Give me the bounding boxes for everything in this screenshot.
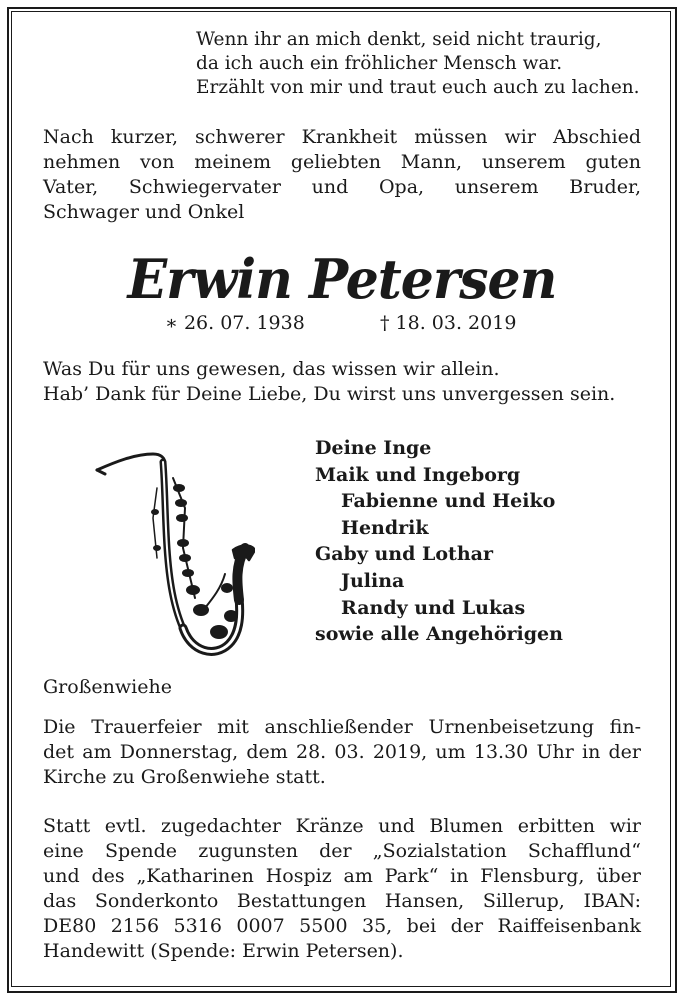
intro-text	[43, 125, 641, 225]
saxophone-icon	[95, 448, 255, 660]
poem-line: Wenn ihr an mich denkt, seid nicht traurig,	[196, 29, 602, 50]
deceased-name: Erwin Petersen	[127, 247, 557, 312]
mourner-list	[315, 435, 563, 648]
verse-line: Hab’ Dank für Deine Liebe, Du wirst uns unvergessen sein.	[43, 383, 616, 405]
mourner-name: sowie alle Angehörigen	[315, 623, 563, 646]
poem	[196, 28, 640, 100]
donation-line: DE80 2156 5316 0007 5500 35, bei der Raiffeisenbank	[43, 915, 641, 937]
ceremony-text	[43, 715, 641, 790]
mourner-name: Maik und Ingeborg	[315, 463, 521, 486]
verse	[43, 357, 615, 407]
ceremony-line: Die Trauerfeier mit anschließender Urnenbeisetzung fin-	[43, 716, 641, 738]
mourner-name: Julina	[341, 569, 405, 592]
intro-line: Vater, Schwiegervater und Opa, unserem Bruder,	[43, 176, 641, 198]
death-date: † 18. 03. 2019	[380, 312, 517, 334]
mourner-name: Deine Inge	[315, 437, 432, 459]
birth-date: ∗ 26. 07. 1938	[165, 312, 305, 334]
verse-line: Was Du für uns gewesen, das wissen wir allein.	[43, 358, 500, 380]
donation-line: Handewitt (Spende: Erwin Petersen).	[43, 940, 404, 962]
place: Großenwiehe	[43, 676, 172, 698]
donation-line: das Sonderkonto Bestattungen Hansen, Sillerup, IBAN:	[43, 890, 641, 912]
intro-line: Schwager und Onkel	[43, 201, 245, 223]
mourner-name: Randy und Lukas	[341, 596, 526, 619]
mourner-name: Gaby und Lothar	[315, 543, 493, 566]
ceremony-line: Kirche zu Großenwiehe statt.	[43, 766, 326, 788]
poem-line: da ich auch ein fröhlicher Mensch war.	[196, 53, 563, 74]
donation-line: Statt evtl. zugedachter Kränze und Blumen erbitten wir	[43, 815, 641, 837]
intro-line: Nach kurzer, schwerer Krankheit müssen wir Abschied	[43, 126, 641, 148]
donation-line: eine Spende zugunsten der „Sozialstation Schafflund“	[43, 840, 641, 862]
poem-line: Erzählt von mir und traut euch auch zu lachen.	[196, 77, 640, 98]
mourner-name: Fabienne und Heiko	[341, 490, 556, 513]
intro-line: nehmen von meinem geliebten Mann, unserem guten	[43, 151, 641, 173]
donation-line: und des „Katharinen Hospiz am Park“ in Flensburg, über	[43, 865, 641, 887]
mourner-name: Hendrik	[341, 516, 429, 539]
donation-text	[43, 814, 641, 964]
ceremony-line: det am Donnerstag, dem 28. 03. 2019, um 13.30 Uhr in der	[43, 741, 641, 763]
